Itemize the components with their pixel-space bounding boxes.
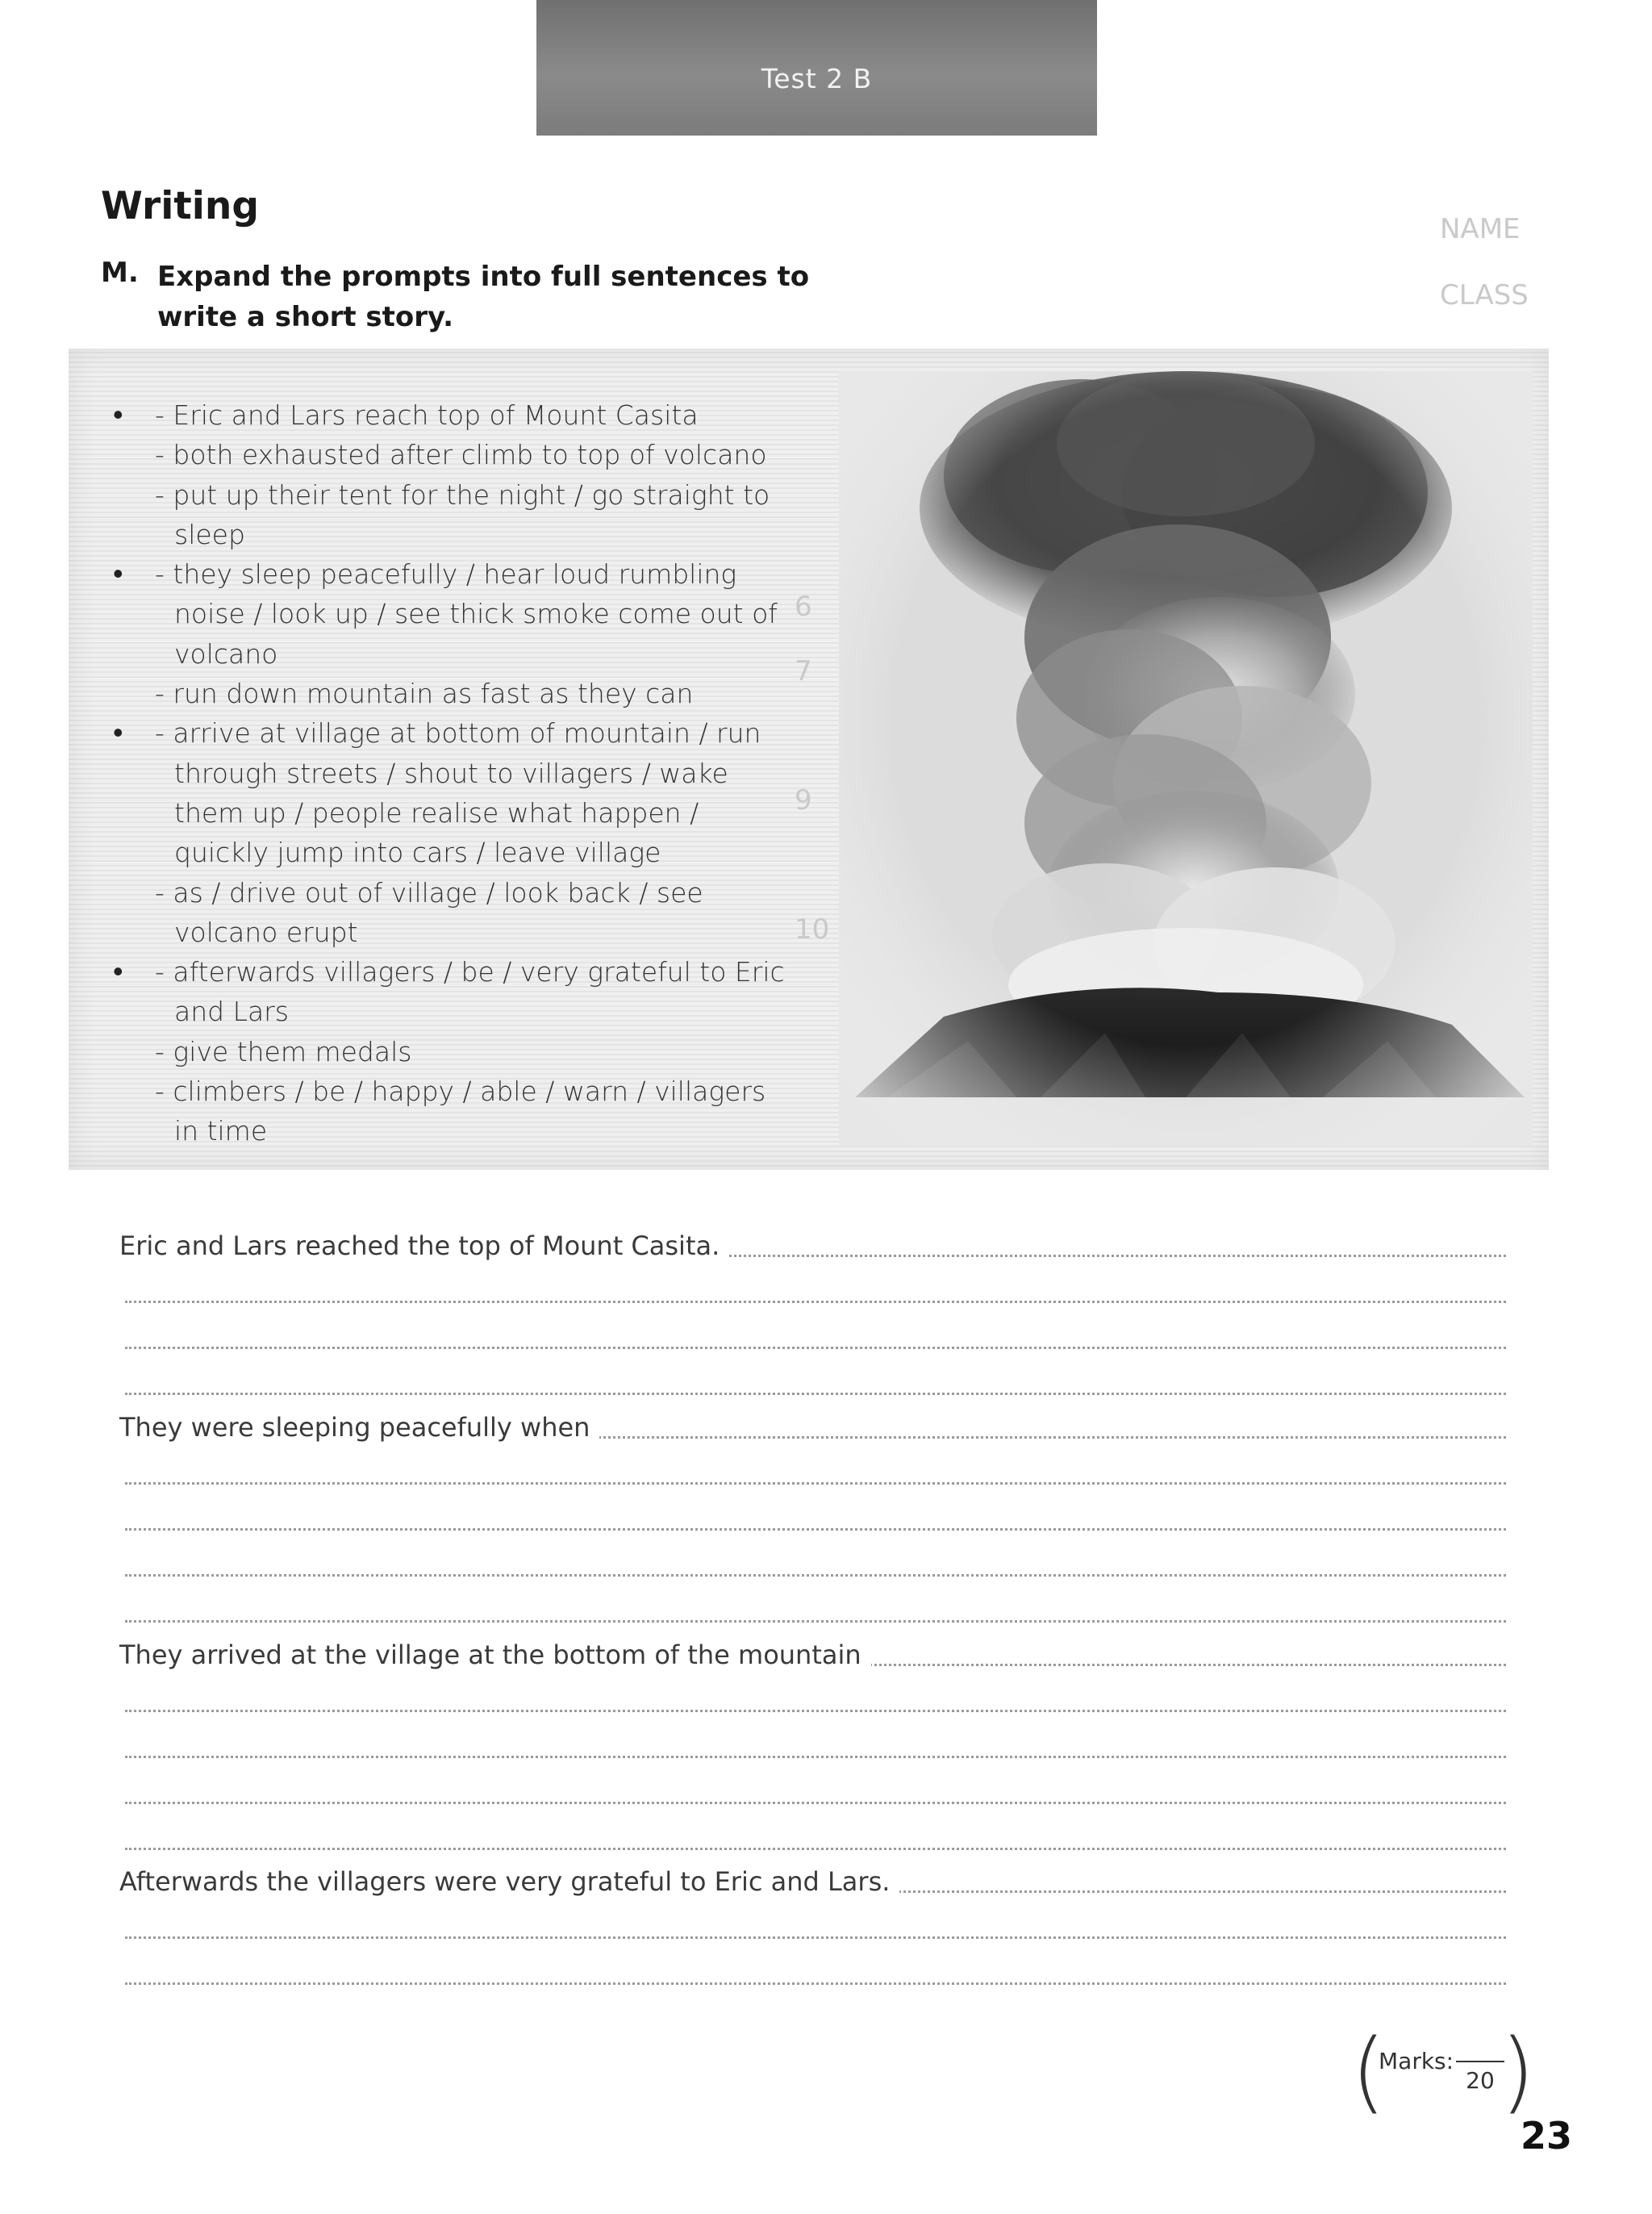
answer-line[interactable]	[125, 1347, 1506, 1349]
left-parenthesis: (	[1351, 2020, 1386, 2123]
prompt-line: - put up their tent for the night / go straight to sleep	[155, 478, 770, 550]
prompt-group	[113, 554, 791, 713]
section-title: Writing	[101, 184, 259, 228]
answer-lead: They arrived at the village at the bottom of the mountain	[119, 1640, 871, 1670]
ghost-text: 10	[795, 913, 830, 946]
answer-line[interactable]	[125, 1848, 1506, 1850]
prompt-line: • - afterwards villagers / be / very grateful to Eric and Lars	[155, 956, 785, 1028]
prompt-line: - both exhausted after climb to top of volcano	[155, 439, 767, 471]
prompt-group	[113, 952, 791, 1151]
prompt-line: • - they sleep peacefully / hear loud rumbling noise / look up / see thick smoke come out of volcano	[155, 558, 778, 670]
test-label: Test 2 B	[761, 63, 873, 94]
answer-line[interactable]	[125, 1528, 1506, 1531]
task-letter: M.	[101, 257, 139, 289]
volcano-eruption-photo	[839, 371, 1533, 1146]
prompt-line: - run down mountain as fast as they can	[155, 678, 694, 710]
marks-total: 20	[1456, 2061, 1504, 2094]
prompt-group	[113, 395, 791, 554]
test-header-band	[536, 0, 1097, 136]
marks-label: Marks:	[1379, 2048, 1454, 2074]
prompt-line: - give them medals	[155, 1035, 412, 1067]
ghost-text: 6	[795, 591, 812, 623]
answer-line[interactable]	[125, 1482, 1506, 1485]
answer-lead: Eric and Lars reached the top of Mount Casita.	[119, 1230, 729, 1261]
answer-line[interactable]	[125, 1756, 1506, 1758]
answer-line[interactable]	[125, 1393, 1506, 1395]
answer-lead: Afterwards the villagers were very grateful to Eric and Lars.	[119, 1866, 899, 1897]
answer-line[interactable]	[125, 1936, 1506, 1939]
ghost-text: 7	[795, 655, 812, 687]
prompt-list	[113, 395, 791, 1151]
prompt-line: - climbers / be / happy / able / warn / villagers in time	[155, 1076, 766, 1147]
task-instruction: Expand the prompts into full sentences to write a short story.	[157, 261, 810, 333]
answer-lead: They were sleeping peacefully when	[119, 1412, 599, 1443]
prompt-line: • - arrive at village at bottom of mountain / run through streets / shout to villagers / wake them up / people realise what happen / quickly jump into cars / leave village	[155, 717, 761, 869]
answer-line[interactable]	[125, 1802, 1506, 1804]
ghost-text: NAME	[1440, 213, 1521, 245]
page-number: 23	[1521, 2114, 1573, 2158]
ghost-text: 9	[795, 784, 812, 817]
answer-line[interactable]	[125, 1574, 1506, 1577]
ghost-text: CLASS	[1440, 279, 1529, 311]
prompt-line: • - Eric and Lars reach top of Mount Casita	[155, 399, 699, 431]
prompt-line: - as / drive out of village / look back / see volcano erupt	[155, 876, 703, 948]
answer-line[interactable]	[125, 1620, 1506, 1623]
prompt-group	[113, 713, 791, 952]
answer-line[interactable]	[125, 1710, 1506, 1712]
answer-line[interactable]	[125, 1982, 1506, 1985]
right-parenthesis: )	[1500, 2020, 1535, 2123]
answer-line[interactable]	[125, 1301, 1506, 1303]
marks-box	[1351, 2020, 1535, 2123]
